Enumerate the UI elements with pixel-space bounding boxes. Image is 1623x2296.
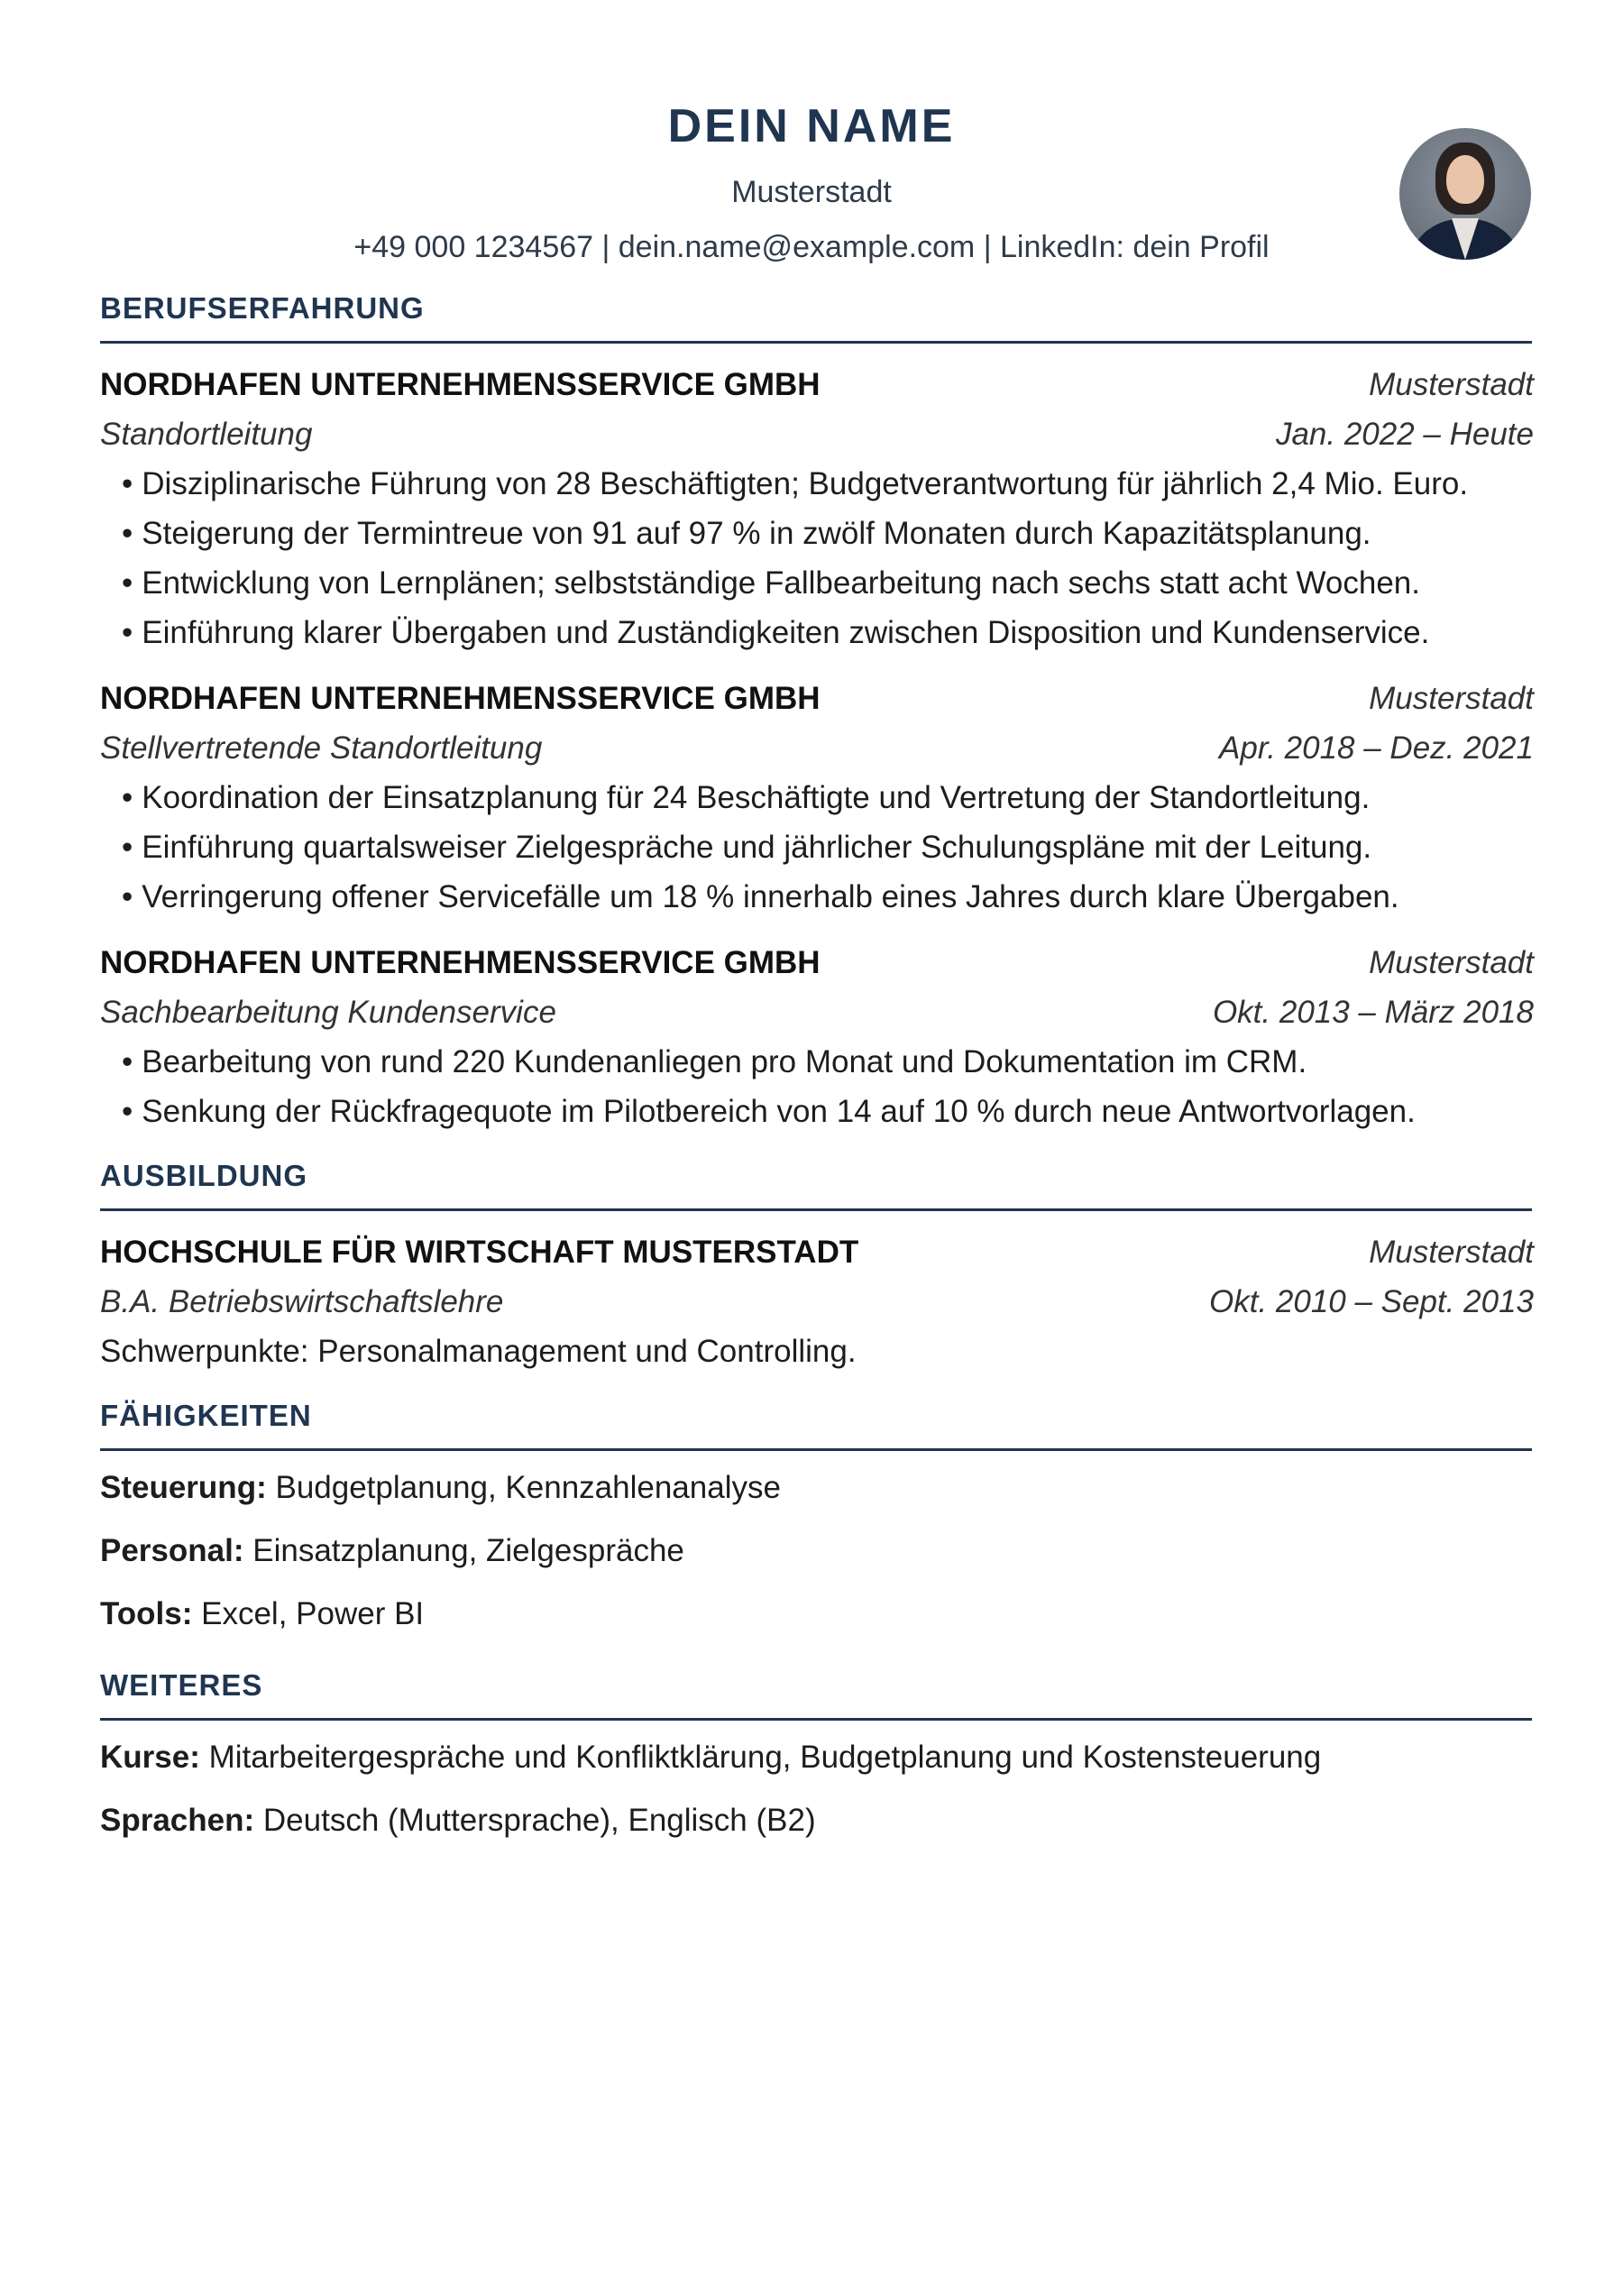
experience-entry — [100, 674, 1534, 922]
achievement-item: • Bearbeitung von rund 220 Kundenanliegen pro Monat und Dokumentation im CRM. — [122, 1037, 1534, 1087]
entry-role-row — [100, 723, 1534, 773]
entry-header-row — [100, 1227, 1534, 1277]
section-title-more: WEITERES — [100, 1668, 263, 1702]
entry-role-row — [100, 409, 1534, 459]
more-value: Deutsch (Muttersprache), Englisch (B2) — [262, 1803, 816, 1838]
skill-value: Einsatzplanung, Zielgespräche — [252, 1533, 684, 1568]
photo-face — [1446, 155, 1484, 204]
section-divider — [100, 1208, 1532, 1211]
section-divider — [100, 1718, 1532, 1721]
job-dates: Apr. 2018 – Dez. 2021 — [1219, 730, 1534, 766]
entry-degree-row — [100, 1277, 1534, 1327]
achievement-item: • Disziplinarische Führung von 28 Beschäftigten; Budgetverantwortung für jährlich 2,4 Mio. Euro. — [122, 459, 1534, 509]
profile-photo — [1399, 128, 1531, 260]
achievement-item: • Entwicklung von Lernplänen; selbstständige Fallbearbeitung nach sechs statt acht Wochen. — [122, 558, 1534, 608]
candidate-city: Musterstadt — [731, 175, 892, 209]
entry-header-row — [100, 674, 1534, 723]
more-list — [100, 1726, 1534, 1852]
skill-label: Personal: — [100, 1533, 244, 1568]
job-title: Sachbearbeitung Kundenservice — [100, 995, 556, 1030]
achievement-item: • Koordination der Einsatzplanung für 24 Beschäftigte und Vertretung der Standortleitung. — [122, 773, 1534, 822]
achievement-list — [100, 1037, 1534, 1136]
entry-header-row — [100, 360, 1534, 409]
more-label: Kurse: — [100, 1740, 200, 1775]
employer-location: Musterstadt — [1369, 945, 1534, 980]
employer-location: Musterstadt — [1369, 367, 1534, 402]
achievement-item: • Steigerung der Termintreue von 91 auf 97 % in zwölf Monaten durch Kapazitätsplanung. — [122, 509, 1534, 558]
experience-entry — [100, 360, 1534, 657]
achievement-item: • Einführung klarer Übergaben und Zuständigkeiten zwischen Disposition und Kundenservice. — [122, 608, 1534, 657]
skill-value: Excel, Power BI — [201, 1596, 425, 1631]
education-note: Schwerpunkte: Personalmanagement und Controlling. — [100, 1334, 857, 1369]
contact-line: +49 000 1234567 | dein.name@example.com | LinkedIn: dein Profil — [353, 230, 1270, 264]
employer-name: NORDHAFEN UNTERNEHMENSSERVICE GMBH — [100, 367, 821, 402]
achievement-list — [100, 773, 1534, 922]
achievement-item: • Verringerung offener Servicefälle um 18 % innerhalb eines Jahres durch klare Übergaben. — [122, 872, 1534, 922]
experience-entry — [100, 938, 1534, 1136]
more-section — [100, 1664, 1534, 1852]
job-title: Stellvertretende Standortleitung — [100, 730, 543, 766]
more-row — [100, 1726, 1534, 1789]
more-row — [100, 1789, 1534, 1852]
more-label: Sprachen: — [100, 1803, 255, 1838]
more-value: Mitarbeitergespräche und Konfliktklärung, Budgetplanung und Kostensteuerung — [208, 1740, 1322, 1775]
skill-value: Budgetplanung, Kennzahlenanalyse — [275, 1470, 781, 1505]
section-divider — [100, 341, 1532, 344]
achievement-item: • Senkung der Rückfragequote im Pilotbereich von 14 auf 10 % durch neue Antwortvorlagen. — [122, 1087, 1534, 1136]
employer-name: NORDHAFEN UNTERNEHMENSSERVICE GMBH — [100, 681, 821, 716]
job-dates: Okt. 2013 – März 2018 — [1212, 995, 1534, 1030]
achievement-item: • Einführung quartalsweiser Zielgespräche und jährlicher Schulungspläne mit der Leitung. — [122, 822, 1534, 872]
skill-label: Steuerung: — [100, 1470, 267, 1505]
section-title-skills: FÄHIGKEITEN — [100, 1399, 312, 1432]
achievement-list — [100, 459, 1534, 657]
job-title: Standortleitung — [100, 417, 313, 452]
education-entry — [100, 1227, 1534, 1376]
skills-section — [100, 1394, 1534, 1646]
candidate-name: DEIN NAME — [667, 100, 956, 152]
study-dates: Okt. 2010 – Sept. 2013 — [1209, 1284, 1534, 1319]
school-name: HOCHSCHULE FÜR WIRTSCHAFT MUSTERSTADT — [100, 1235, 859, 1270]
section-divider — [100, 1448, 1532, 1451]
job-dates: Jan. 2022 – Heute — [1275, 417, 1534, 452]
degree-title: B.A. Betriebswirtschaftslehre — [100, 1284, 504, 1319]
entry-header-row — [100, 938, 1534, 987]
entry-role-row — [100, 987, 1534, 1037]
skill-label: Tools: — [100, 1596, 193, 1631]
school-location: Musterstadt — [1369, 1235, 1534, 1270]
education-section — [100, 1154, 1534, 1376]
skills-list — [100, 1456, 1534, 1646]
skill-row — [100, 1583, 1534, 1646]
employer-name: NORDHAFEN UNTERNEHMENSSERVICE GMBH — [100, 945, 821, 980]
skill-row — [100, 1520, 1534, 1583]
resume-header — [0, 99, 1623, 265]
resume-content — [100, 287, 1534, 1852]
employer-location: Musterstadt — [1369, 681, 1534, 716]
section-title-experience: BERUFSERFAHRUNG — [100, 291, 425, 325]
skill-row — [100, 1456, 1534, 1520]
section-title-education: AUSBILDUNG — [100, 1159, 307, 1192]
